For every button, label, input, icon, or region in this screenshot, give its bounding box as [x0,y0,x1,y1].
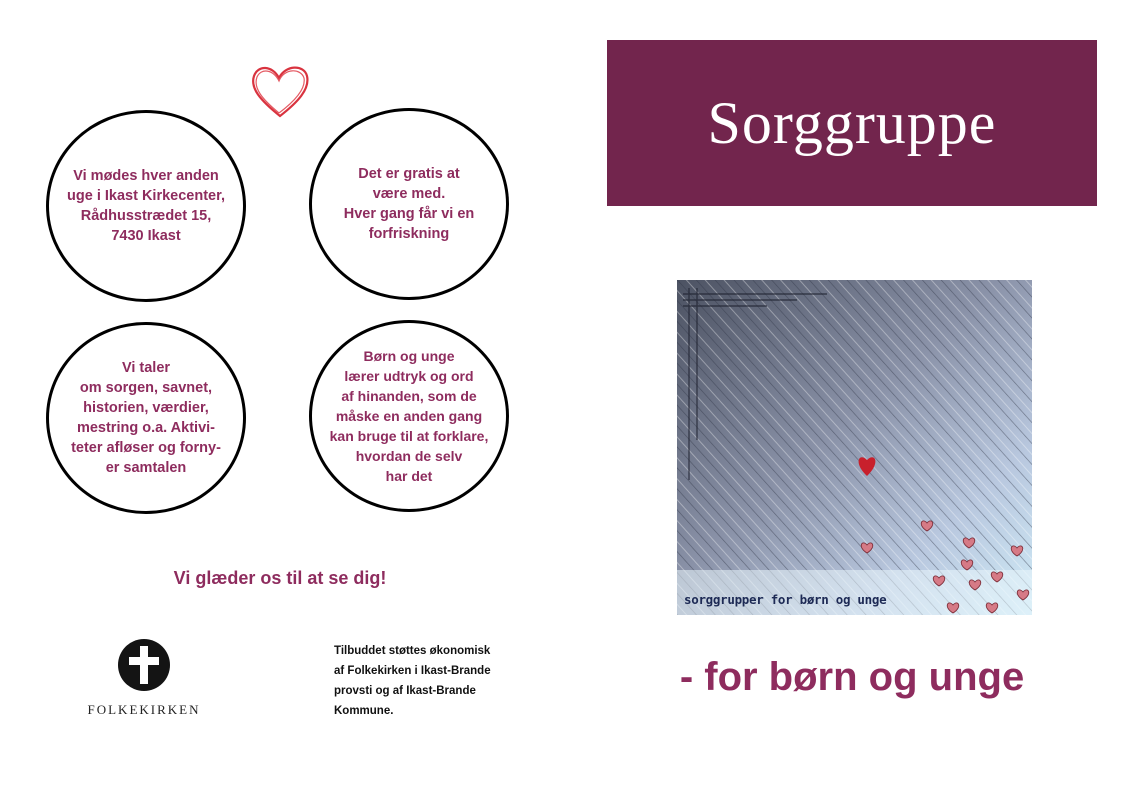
text-line: af hinanden, som de [341,388,477,404]
text-line: forfriskning [368,226,450,242]
title-banner [607,40,1097,206]
cross-icon [117,638,171,692]
info-circle-learning [309,320,509,512]
support-text [334,641,534,721]
text-line: Børn og unge [363,348,455,364]
text-line: måske en anden gang [335,408,483,424]
text-line: uge i Ikast Kirkecenter, [67,188,225,204]
text-line: teter afløser og forny- [71,440,221,456]
text-line: Vi mødes hver anden [73,168,219,184]
cover-caption: sorggrupper for børn og unge [684,592,887,607]
info-circle-meeting [46,110,246,302]
info-circle-topics [46,322,246,514]
text-line: 7430 Ikast [111,228,181,244]
info-circle-text [316,346,503,486]
text-line: være med. [372,186,446,202]
text-line: kan bruge til at forklare, [329,428,489,444]
text-line: hvordan de selv [355,448,463,464]
logo-text: FOLKEKIRKEN [87,702,201,717]
info-circle-text [330,164,489,244]
text-line: Tilbuddet støttes økonomisk [334,645,491,657]
text-line: historien, værdier, [83,400,209,416]
text-line: Vi taler [121,360,171,376]
greeting-text: Vi glæder os til at se dig! [173,568,387,588]
text-line: Hver gang får vi en [343,206,475,222]
text-line: af Folkekirken i Ikast-Brande [334,665,491,677]
text-line: er samtalen [105,460,187,476]
text-line: mestring o.a. Aktivi- [76,420,216,436]
info-circle-free [309,108,509,300]
subtitle: - for børn og unge [679,655,1025,699]
heart-icon [248,62,312,120]
text-line: Kommune. [334,705,394,717]
text-line: Rådhusstrædet 15, [80,208,212,224]
text-line: lærer udtryk og ord [344,368,474,384]
page-title: Sorggruppe [707,89,997,156]
text-line: provsti og af Ikast-Brande [334,685,476,697]
text-line: har det [385,468,433,484]
cover-illustration [677,280,1032,615]
text-line: om sorgen, savnet, [79,380,213,396]
info-circle-text [57,358,235,478]
text-line: Det er gratis at [358,166,460,182]
info-circle-text [53,166,239,246]
